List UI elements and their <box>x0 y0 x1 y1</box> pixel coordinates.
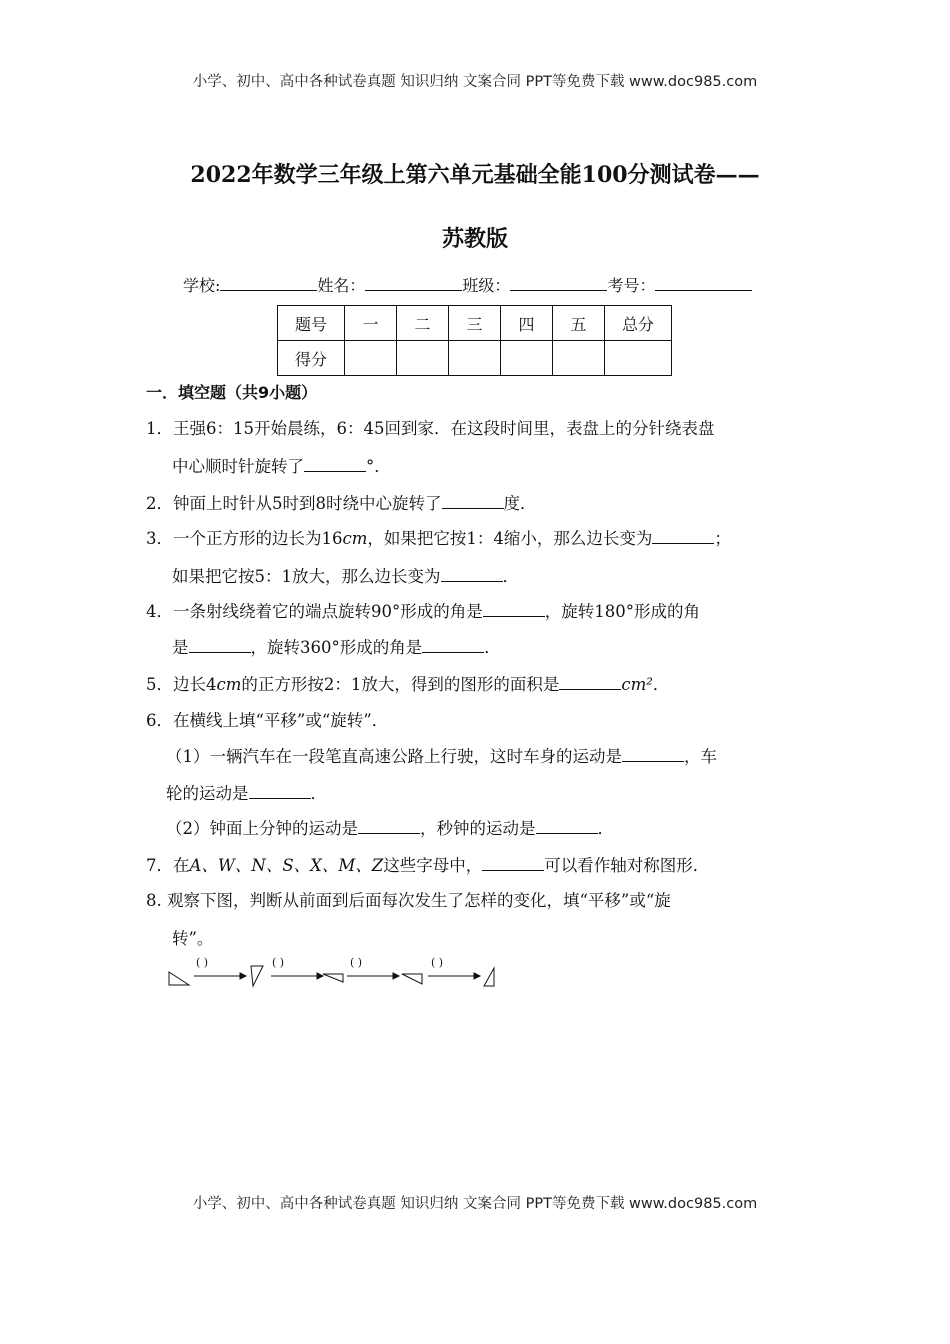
score-cell[interactable] <box>605 341 672 376</box>
question-3-line2: 如果把它按5：1放大，那么边长变为 ． <box>172 567 519 586</box>
question-3-line1: 3．一个正方形的边长为16cm，如果把它按1：4缩小，那么边长变为 ； <box>146 529 731 548</box>
answer-blank[interactable] <box>189 637 251 653</box>
arrow-head-1 <box>240 973 246 979</box>
question-1-line2: 中心顺时针旋转了 °． <box>172 457 391 476</box>
answer-blank[interactable] <box>249 783 311 799</box>
figure-answer-blank-1[interactable]: ( ) <box>196 956 209 969</box>
school-label: 学校: <box>183 276 221 295</box>
answer-blank[interactable] <box>559 674 621 690</box>
answer-blank[interactable] <box>482 855 544 871</box>
question-8-line2: 转”。 <box>172 929 214 948</box>
score-header-cell: 二 <box>397 306 449 341</box>
question-6: 6．在横线上填“平移”或“旋转”． <box>146 711 389 730</box>
school-blank[interactable] <box>220 274 317 291</box>
question-8-line1: 8. 观察下图，判断从前面到后面每次发生了怎样的变化，填“平移”或“旋 <box>146 891 671 910</box>
answer-blank[interactable] <box>652 528 714 544</box>
question-7: 7．在A、W、N、S、X、M、Z这些字母中， 可以看作轴对称图形． <box>146 856 710 875</box>
score-header-cell: 一 <box>345 306 397 341</box>
name-blank[interactable] <box>365 274 462 291</box>
footer-watermark: 小学、初中、高中各种试卷真题 知识归纳 文案合同 PPT等免费下载 www.doc985.com <box>192 1196 758 1212</box>
figure-answer-blank-4[interactable]: ( ) <box>431 956 444 969</box>
question-5: 5．边长4cm的正方形按2：1放大，得到的图形的面积是 cm²． <box>146 675 670 694</box>
answer-blank[interactable] <box>304 456 366 472</box>
triangle-shape-3 <box>323 974 343 982</box>
score-cell[interactable] <box>553 341 605 376</box>
class-label: 班级： <box>462 276 511 295</box>
triangle-shape-4 <box>402 974 422 984</box>
answer-blank[interactable] <box>441 566 503 582</box>
number-blank[interactable] <box>655 274 752 291</box>
answer-blank[interactable] <box>622 746 684 762</box>
score-header-cell: 四 <box>501 306 553 341</box>
score-cell[interactable] <box>501 341 553 376</box>
question-6-2: （2）钟面上分钟的运动是 ，秒钟的运动是 ． <box>166 819 614 838</box>
figure-answer-blank-2[interactable]: ( ) <box>272 956 285 969</box>
header-watermark: 小学、初中、高中各种试卷真题 知识归纳 文案合同 PPT等免费下载 www.doc985.com <box>192 74 758 90</box>
score-table <box>277 305 672 376</box>
score-header-cell: 五 <box>553 306 605 341</box>
score-header-cell: 题号 <box>278 306 345 341</box>
page-title-line2: 苏教版 <box>441 226 508 252</box>
triangle-shape-1 <box>169 972 189 985</box>
question-4-line1: 4．一条射线绕着它的端点旋转90°形成的角是 ，旋转180°形成的角 <box>146 602 700 621</box>
score-table-header-row <box>278 306 672 341</box>
section-heading: 一．填空题（共9小题） <box>146 383 318 402</box>
score-cell[interactable] <box>397 341 449 376</box>
figure-answer-blank-3[interactable]: ( ) <box>350 956 363 969</box>
class-blank[interactable] <box>510 274 607 291</box>
answer-blank[interactable] <box>483 601 545 617</box>
score-header-cell: 总分 <box>605 306 672 341</box>
triangle-shape-2 <box>251 966 263 986</box>
answer-blank[interactable] <box>358 818 420 834</box>
score-cell[interactable] <box>449 341 501 376</box>
score-header-cell: 三 <box>449 306 501 341</box>
number-label: 考号： <box>607 276 656 295</box>
triangle-shape-5 <box>484 968 494 986</box>
question-1-line1: 1．王强6：15开始晨练，6：45回到家．在这段时间里，表盘上的分针绕表盘 <box>146 419 715 438</box>
arrow-head-3 <box>393 973 399 979</box>
question-4-line2: 是 ，旋转360°形成的角是 ． <box>172 638 501 657</box>
question-6-1-line1: （1）一辆汽车在一段笔直高速公路上行驶，这时车身的运动是 ，车 <box>166 747 717 766</box>
question-2: 2．钟面上时针从5时到8时绕中心旋转了 度． <box>146 494 537 513</box>
answer-blank[interactable] <box>442 493 504 509</box>
score-row-label: 得分 <box>278 341 345 376</box>
score-table-score-row <box>278 341 672 376</box>
name-label: 姓名： <box>317 276 366 295</box>
student-info-row <box>183 273 752 296</box>
transformation-figure <box>166 952 506 992</box>
arrow-head-4 <box>474 973 480 979</box>
page-title-line1: 2022年数学三年级上第六单元基础全能100分测试卷—— <box>190 162 760 188</box>
question-6-1-line2: 轮的运动是 ． <box>166 784 327 803</box>
score-cell[interactable] <box>345 341 397 376</box>
answer-blank[interactable] <box>536 818 598 834</box>
arrow-head-2 <box>317 973 323 979</box>
answer-blank[interactable] <box>422 637 484 653</box>
